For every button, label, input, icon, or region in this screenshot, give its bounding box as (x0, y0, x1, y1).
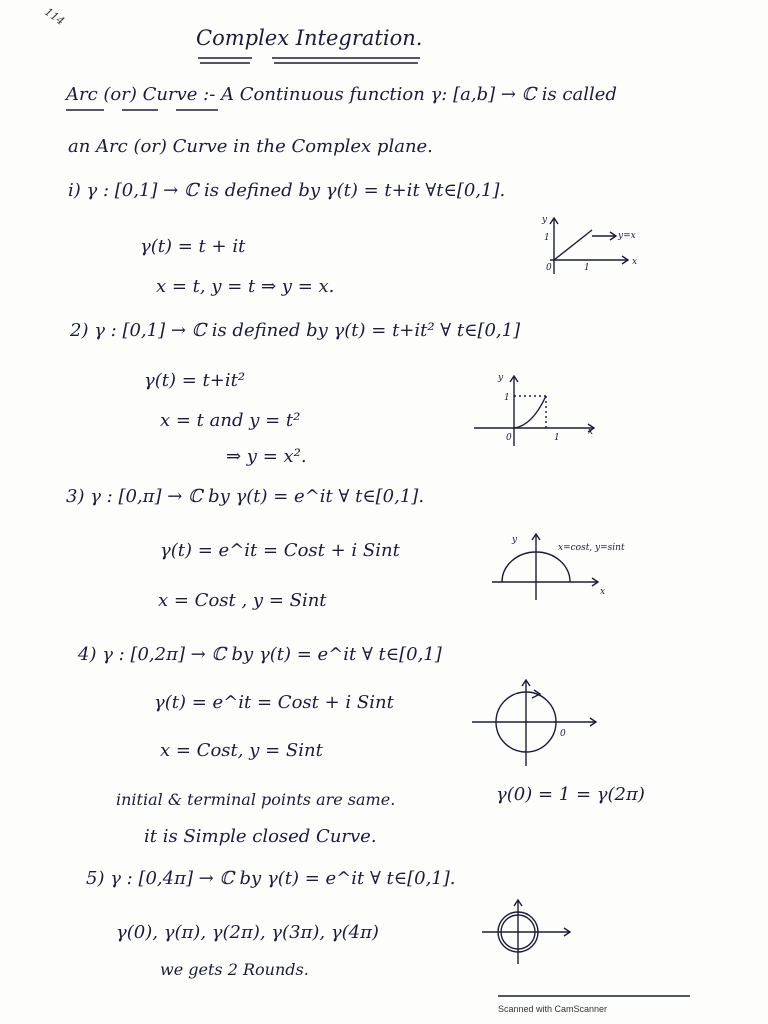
example-5-heading: 5) γ : [0,4π] → ℂ by γ(t) = e^it ∀ t∈[0,1]. (86, 868, 456, 889)
definition-line-1: Arc (or) Curve :- A Continuous function γ: [a,b] → ℂ is called (66, 84, 617, 105)
ex3-curve-label: x=cost, y=sint (558, 543, 625, 553)
example-2-line-1: γ(t) = t+it² (144, 370, 246, 391)
ex1-origin-label: 0 (546, 263, 552, 273)
ex2-one-y-label: 1 (504, 393, 510, 403)
example-2-line-2: x = t and y = t² (160, 410, 301, 431)
example-1-line-2: x = t, y = t ⇒ y = x. (156, 276, 335, 297)
ex1-curve-label: y=x (618, 231, 636, 241)
ex2-x-label: x (588, 427, 594, 437)
example-2-heading: 2) γ : [0,1] → ℂ is defined by γ(t) = t+it² ∀ t∈[0,1] (70, 320, 521, 341)
example-3-heading: 3) γ : [0,π] → ℂ by γ(t) = e^it ∀ t∈[0,1]. (66, 486, 425, 507)
ex1-one-x-label: 1 (584, 263, 590, 273)
example-4-endpoints: γ(0) = 1 = γ(2π) (496, 784, 645, 805)
example-2-line-3: ⇒ y = x². (226, 446, 307, 467)
example-3-line-1: γ(t) = e^it = Cost + i Sint (160, 540, 400, 561)
example-3-line-2: x = Cost , y = Sint (158, 590, 327, 611)
ex1-one-y-label: 1 (544, 233, 550, 243)
ex2-y-label: y (498, 373, 504, 383)
page-title: Complex Integration. (196, 26, 423, 50)
example-1-heading: i) γ : [0,1] → ℂ is defined by γ(t) = t+it ∀t∈[0,1]. (68, 180, 506, 201)
example-5-line-1: γ(0), γ(π), γ(2π), γ(3π), γ(4π) (116, 922, 379, 943)
example-4-line-1: γ(t) = e^it = Cost + i Sint (154, 692, 394, 713)
example-4-heading: 4) γ : [0,2π] → ℂ by γ(t) = e^it ∀ t∈[0,1] (78, 644, 442, 665)
example-4-line-3: initial & terminal points are same. (116, 790, 396, 809)
example-4-line-2: x = Cost, y = Sint (160, 740, 323, 761)
ex3-x-label: x (600, 587, 606, 597)
ex1-x-label: x (632, 257, 638, 267)
example-4-line-4: it is Simple closed Curve. (144, 826, 377, 847)
example-1-line-1: γ(t) = t + it (140, 236, 246, 257)
ex4-origin-label: 0 (560, 729, 566, 739)
ex3-y-label: y (512, 535, 518, 545)
page-number: 114 (42, 5, 67, 28)
ex2-one-x-label: 1 (554, 433, 560, 443)
definition-line-2: an Arc (or) Curve in the Complex plane. (68, 136, 433, 157)
example-5-line-2: we gets 2 Rounds. (160, 960, 309, 979)
scanner-watermark: Scanned with CamScanner (498, 1004, 608, 1014)
ex2-origin-label: 0 (506, 433, 512, 443)
ex1-y-label: y (542, 215, 548, 225)
